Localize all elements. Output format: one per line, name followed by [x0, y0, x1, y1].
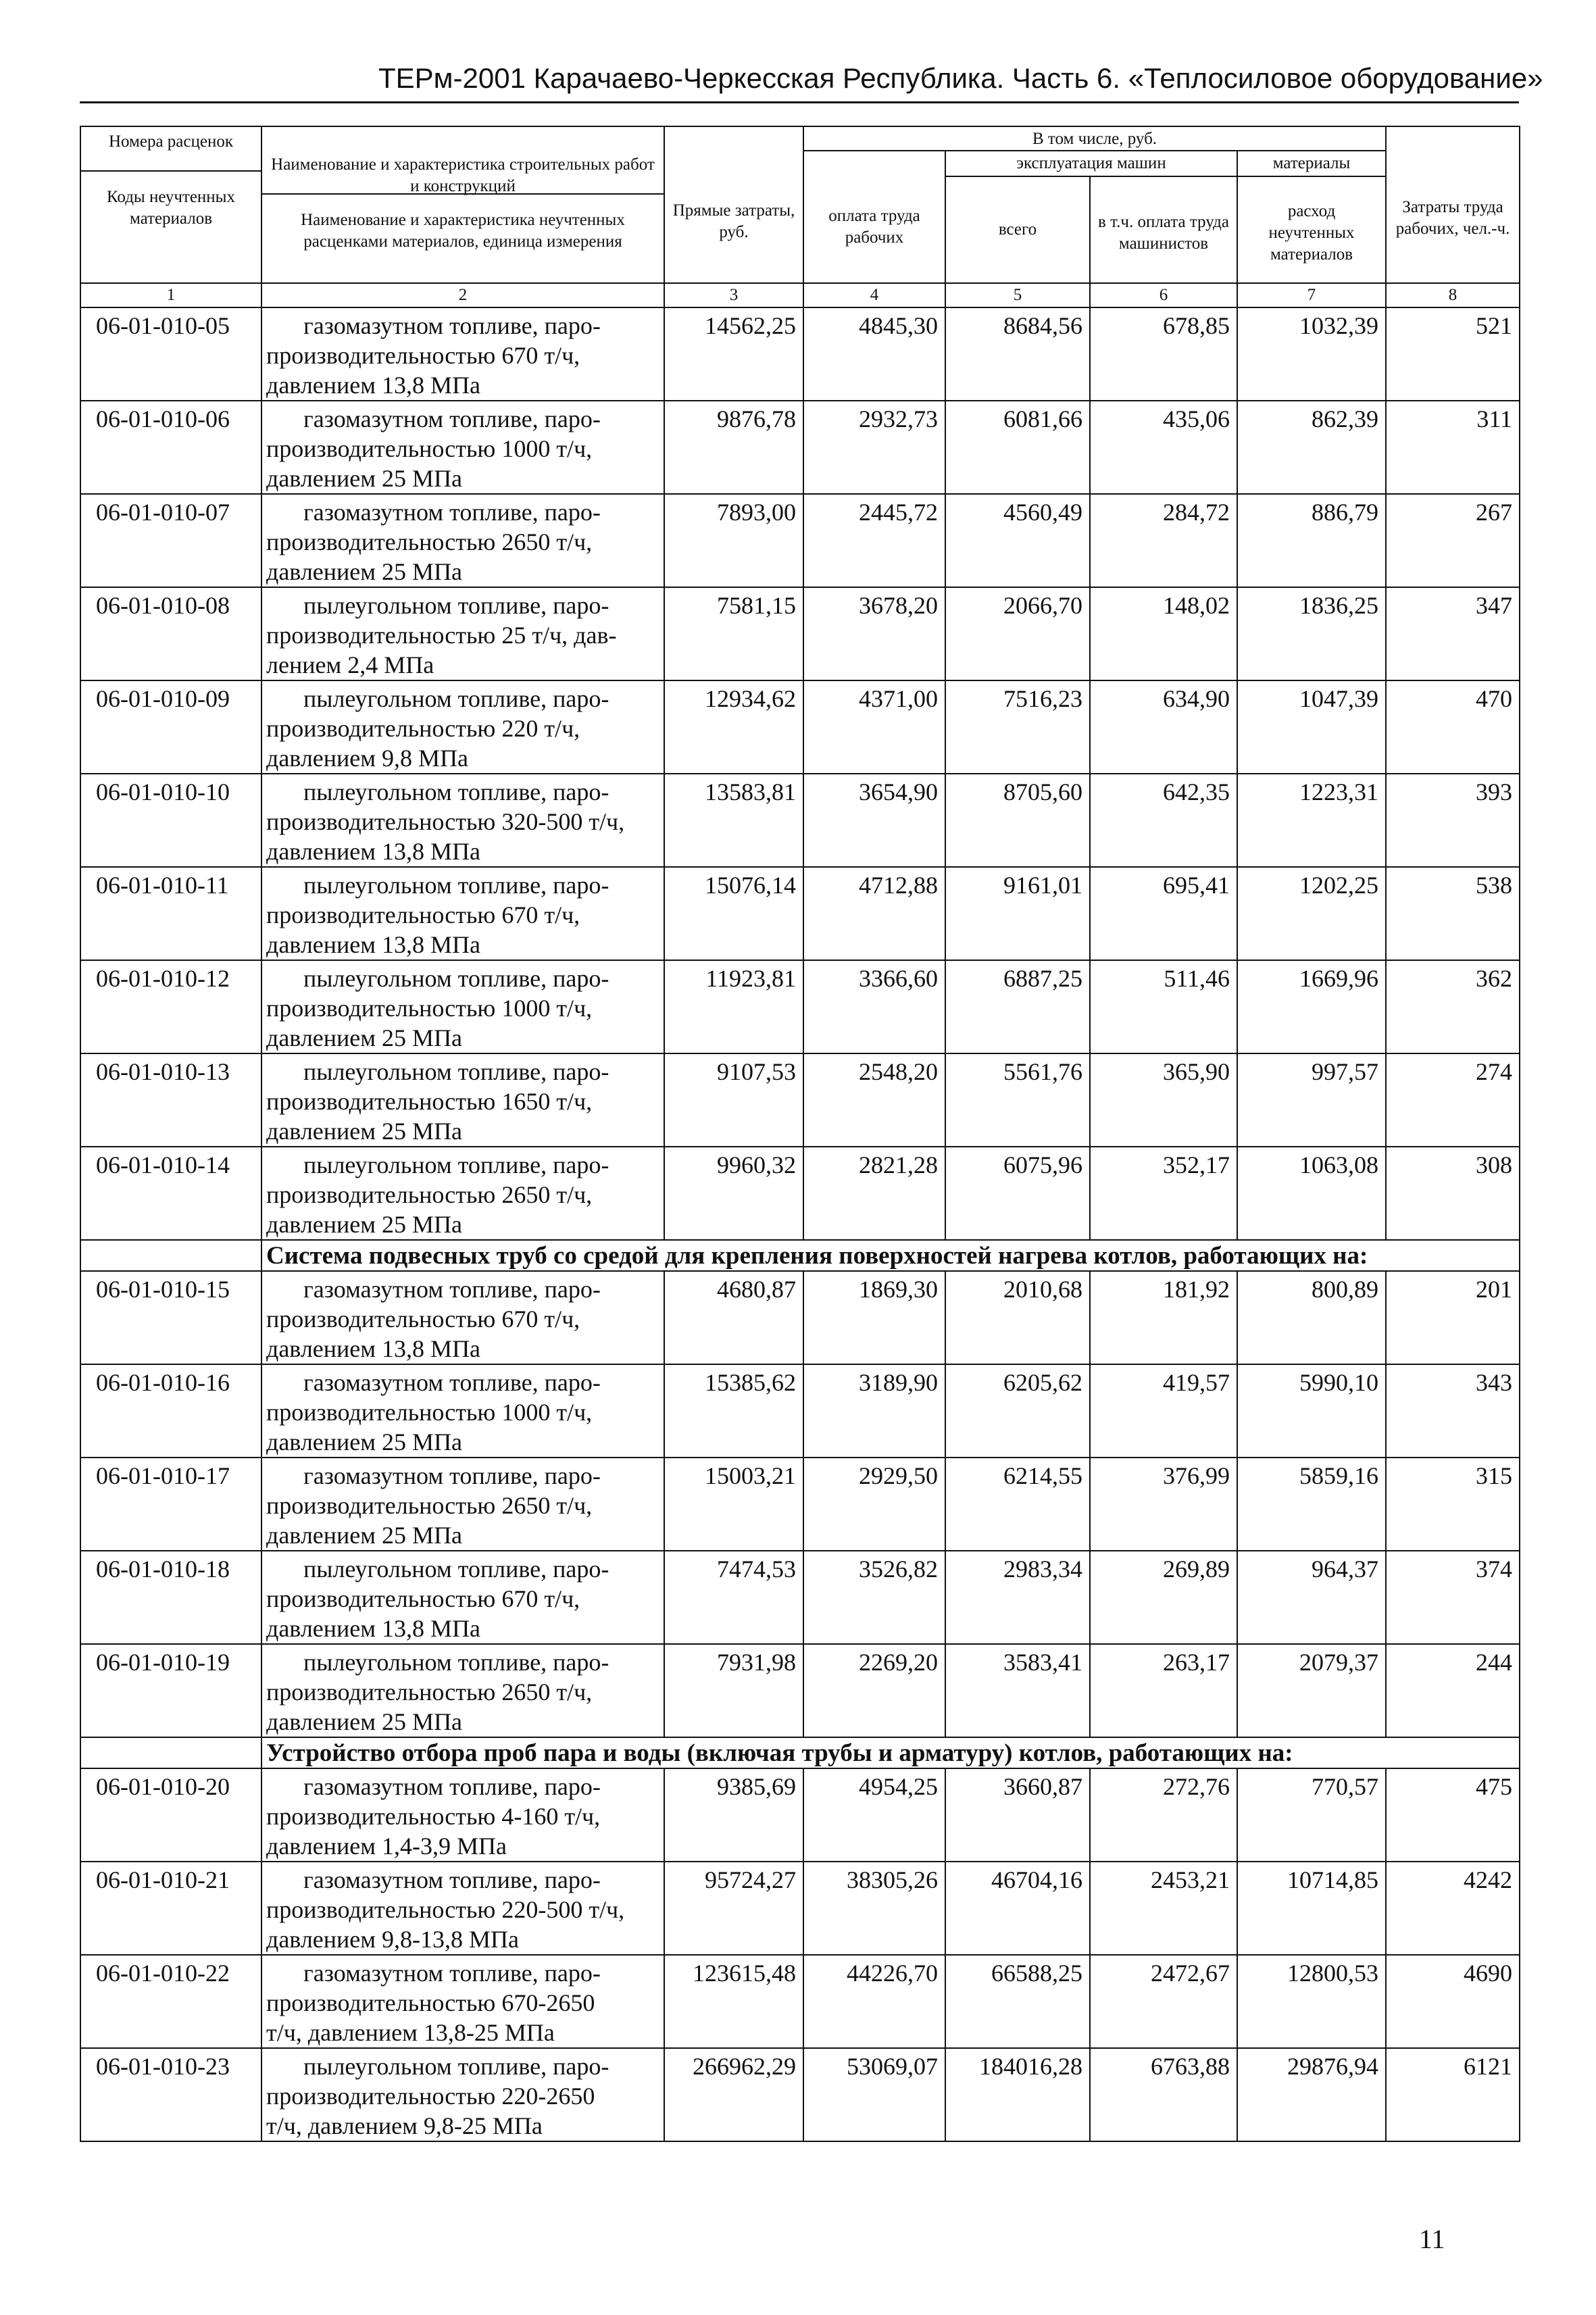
- col-header-codes: [80, 126, 261, 283]
- rate-name-line: производительностью 1650 т/ч,: [266, 1088, 593, 1115]
- direct-costs: 15076,14: [664, 867, 803, 960]
- machinist-pay: 269,89: [1090, 1551, 1237, 1644]
- worker-pay: 3366,60: [803, 960, 945, 1053]
- rate-name-line: давлением 25 МПа: [266, 465, 463, 492]
- rate-name: [261, 867, 664, 960]
- rate-code: 06-01-010-05: [80, 307, 261, 401]
- rate-name: [261, 680, 664, 774]
- labor-hours: 308: [1386, 1147, 1520, 1240]
- labor-hours: 374: [1386, 1551, 1520, 1644]
- rate-name-line: производительностью 670 т/ч,: [266, 901, 580, 928]
- direct-costs: 7581,15: [664, 587, 803, 680]
- table-row: [80, 1364, 1520, 1458]
- machinist-pay: 419,57: [1090, 1364, 1237, 1458]
- column-number: 7: [1237, 283, 1386, 307]
- section-title: Устройство отбора проб пара и воды (включая трубы и арматуру) котлов, работающих на:: [261, 1737, 1520, 1768]
- column-number-row: [80, 283, 1520, 307]
- labor-hours: 538: [1386, 867, 1520, 960]
- rate-name-line: давлением 25 МПа: [266, 1211, 463, 1238]
- labor-hours: 267: [1386, 494, 1520, 587]
- labor-hours: 343: [1386, 1364, 1520, 1458]
- materials-cost: 1063,08: [1237, 1147, 1386, 1240]
- col-header-work-name: Наименование и характеристика строительных работ и конструкций: [262, 150, 664, 195]
- rate-name-line: давлением 13,8 МПа: [266, 372, 481, 399]
- table-row: [80, 1053, 1520, 1147]
- rate-name: [261, 1364, 664, 1458]
- rate-code: 06-01-010-14: [80, 1147, 261, 1240]
- rate-name: [261, 774, 664, 867]
- rate-name-line: давлением 25 МПа: [266, 1428, 463, 1455]
- labor-hours: 315: [1386, 1458, 1520, 1551]
- machines-total: 5561,76: [945, 1053, 1090, 1147]
- rate-name: [261, 2048, 664, 2141]
- materials-cost: 997,57: [1237, 1053, 1386, 1147]
- machinist-pay: 435,06: [1090, 401, 1237, 494]
- machines-total: 2983,34: [945, 1551, 1090, 1644]
- worker-pay: 2548,20: [803, 1053, 945, 1147]
- rate-name-line: газомазутном топливе, паро-: [303, 405, 601, 432]
- rate-name: [261, 1644, 664, 1737]
- rate-name: [261, 401, 664, 494]
- materials-cost: 29876,94: [1237, 2048, 1386, 2141]
- table-row: [80, 1551, 1520, 1644]
- rate-code: 06-01-010-08: [80, 587, 261, 680]
- rate-name-line: пылеугольном топливе, паро-: [303, 2053, 609, 2080]
- table-row: [80, 401, 1520, 494]
- column-number: 2: [261, 283, 664, 307]
- rate-name: [261, 1053, 664, 1147]
- machines-total: 2010,68: [945, 1271, 1090, 1364]
- worker-pay: 4845,30: [803, 307, 945, 401]
- machines-total: 6081,66: [945, 401, 1090, 494]
- rate-code: 06-01-010-09: [80, 680, 261, 774]
- rate-name-line: давлением 25 МПа: [266, 1708, 463, 1735]
- column-number: 1: [80, 283, 261, 307]
- column-number: 4: [803, 283, 945, 307]
- rate-name-line: давлением 9,8-13,8 МПа: [266, 1926, 520, 1953]
- machines-total: 6075,96: [945, 1147, 1090, 1240]
- machines-total: 6887,25: [945, 960, 1090, 1053]
- rate-name-line: пылеугольном топливе, паро-: [303, 778, 609, 805]
- rate-name-line: газомазутном топливе, паро-: [303, 499, 601, 526]
- rate-name-line: давлением 13,8 МПа: [266, 1335, 481, 1362]
- labor-hours: 470: [1386, 680, 1520, 774]
- rate-code: 06-01-010-23: [80, 2048, 261, 2141]
- labor-hours: 362: [1386, 960, 1520, 1053]
- rate-name-line: газомазутном топливе, паро-: [303, 1462, 601, 1489]
- machines-total: 184016,28: [945, 2048, 1090, 2141]
- rate-name-line: производительностью 1000 т/ч,: [266, 1399, 593, 1426]
- col-header-labor-hours: Затраты труда рабочих, чел.-ч.: [1386, 126, 1520, 283]
- rate-name: [261, 587, 664, 680]
- rate-name-line: производительностью 25 т/ч, дав-: [266, 622, 617, 649]
- rate-name-line: газомазутном топливе, паро-: [303, 1773, 601, 1800]
- rate-code: 06-01-010-11: [80, 867, 261, 960]
- worker-pay: 4712,88: [803, 867, 945, 960]
- rate-name-line: газомазутном топливе, паро-: [303, 312, 601, 339]
- machinist-pay: 634,90: [1090, 680, 1237, 774]
- rate-name-line: пылеугольном топливе, паро-: [303, 1151, 609, 1178]
- rate-name-line: производительностью 2650 т/ч,: [266, 528, 593, 555]
- table-row: [80, 867, 1520, 960]
- rate-name-line: газомазутном топливе, паро-: [303, 1276, 601, 1303]
- rate-code: 06-01-010-19: [80, 1644, 261, 1737]
- rate-name: [261, 1147, 664, 1240]
- machinist-pay: 2472,67: [1090, 1955, 1237, 2048]
- rate-name-line: производительностью 670-2650: [266, 1989, 595, 2016]
- col-header-group: В том числе, руб.: [803, 126, 1386, 151]
- materials-cost: 2079,37: [1237, 1644, 1386, 1737]
- rate-name-line: пылеугольном топливе, паро-: [303, 965, 609, 992]
- col-header-rate-numbers: Номера расценок: [81, 127, 261, 172]
- worker-pay: 3189,90: [803, 1364, 945, 1458]
- machinist-pay: 2453,21: [1090, 1862, 1237, 1955]
- labor-hours: 274: [1386, 1053, 1520, 1147]
- rate-name-line: производительностью 220 т/ч,: [266, 715, 580, 742]
- rate-name-line: газомазутном топливе, паро-: [303, 1960, 601, 1987]
- machinist-pay: 284,72: [1090, 494, 1237, 587]
- labor-hours: 4242: [1386, 1862, 1520, 1955]
- column-number: 6: [1090, 283, 1237, 307]
- table-row: [80, 2048, 1520, 2141]
- rate-code: 06-01-010-22: [80, 1955, 261, 2048]
- rate-name-line: т/ч, давлением 9,8-25 МПа: [266, 2112, 543, 2139]
- rate-name: [261, 1458, 664, 1551]
- col-header-materials: материалы: [1237, 151, 1386, 176]
- machines-total: 66588,25: [945, 1955, 1090, 2048]
- machinist-pay: 148,02: [1090, 587, 1237, 680]
- materials-cost: 1047,39: [1237, 680, 1386, 774]
- col-header-machinist-pay: в т.ч. оплата труда машинистов: [1090, 176, 1237, 283]
- direct-costs: 11923,81: [664, 960, 803, 1053]
- direct-costs: 7931,98: [664, 1644, 803, 1737]
- worker-pay: 53069,07: [803, 2048, 945, 2141]
- labor-hours: 4690: [1386, 1955, 1520, 2048]
- worker-pay: 2932,73: [803, 401, 945, 494]
- machinist-pay: 376,99: [1090, 1458, 1237, 1551]
- direct-costs: 15003,21: [664, 1458, 803, 1551]
- worker-pay: 2445,72: [803, 494, 945, 587]
- labor-hours: 521: [1386, 307, 1520, 401]
- rate-name-line: производительностью 220-500 т/ч,: [266, 1896, 625, 1923]
- section-blank-cell: [80, 1737, 261, 1768]
- col-header-unaccounted-materials: расход неучтенных материалов: [1237, 176, 1386, 283]
- column-number: 8: [1386, 283, 1520, 307]
- direct-costs: 7474,53: [664, 1551, 803, 1644]
- labor-hours: 347: [1386, 587, 1520, 680]
- rates-table: [80, 126, 1520, 2142]
- rate-name-line: производительностью 1000 т/ч,: [266, 435, 593, 462]
- table-row: [80, 1147, 1520, 1240]
- col-header-machines: эксплуатация машин: [945, 151, 1237, 176]
- rate-name-line: пылеугольном топливе, паро-: [303, 592, 609, 619]
- section-blank-cell: [80, 1240, 261, 1271]
- table-row: [80, 1644, 1520, 1737]
- worker-pay: 2929,50: [803, 1458, 945, 1551]
- machines-total: 7516,23: [945, 680, 1090, 774]
- worker-pay: 2821,28: [803, 1147, 945, 1240]
- rate-code: 06-01-010-15: [80, 1271, 261, 1364]
- col-header-direct-costs: Прямые затраты, руб.: [664, 126, 803, 283]
- rate-name-line: давлением 13,8 МПа: [266, 838, 481, 865]
- rate-name-line: давлением 1,4-3,9 МПа: [266, 1833, 507, 1860]
- machines-total: 46704,16: [945, 1862, 1090, 1955]
- machinist-pay: 272,76: [1090, 1768, 1237, 1862]
- worker-pay: 38305,26: [803, 1862, 945, 1955]
- rate-code: 06-01-010-18: [80, 1551, 261, 1644]
- worker-pay: 3526,82: [803, 1551, 945, 1644]
- machines-total: 8684,56: [945, 307, 1090, 401]
- rate-name: [261, 307, 664, 401]
- machinist-pay: 181,92: [1090, 1271, 1237, 1364]
- table-row: [80, 680, 1520, 774]
- machinist-pay: 365,90: [1090, 1053, 1237, 1147]
- rate-code: 06-01-010-20: [80, 1768, 261, 1862]
- labor-hours: 6121: [1386, 2048, 1520, 2141]
- rate-code: 06-01-010-17: [80, 1458, 261, 1551]
- direct-costs: 266962,29: [664, 2048, 803, 2141]
- rate-name: [261, 1768, 664, 1862]
- page-number: 11: [1419, 2224, 1445, 2254]
- machinist-pay: 642,35: [1090, 774, 1237, 867]
- machinist-pay: 263,17: [1090, 1644, 1237, 1737]
- machinist-pay: 511,46: [1090, 960, 1237, 1053]
- column-number: 5: [945, 283, 1090, 307]
- machines-total: 9161,01: [945, 867, 1090, 960]
- materials-cost: 964,37: [1237, 1551, 1386, 1644]
- rate-name-line: производительностью 1000 т/ч,: [266, 995, 593, 1022]
- rate-code: 06-01-010-21: [80, 1862, 261, 1955]
- rate-code: 06-01-010-07: [80, 494, 261, 587]
- labor-hours: 311: [1386, 401, 1520, 494]
- materials-cost: 10714,85: [1237, 1862, 1386, 1955]
- machines-total: 8705,60: [945, 774, 1090, 867]
- rate-name: [261, 1551, 664, 1644]
- rate-name-line: производительностью 320-500 т/ч,: [266, 808, 625, 835]
- labor-hours: 244: [1386, 1644, 1520, 1737]
- direct-costs: 12934,62: [664, 680, 803, 774]
- machines-total: 2066,70: [945, 587, 1090, 680]
- worker-pay: 3654,90: [803, 774, 945, 867]
- direct-costs: 9107,53: [664, 1053, 803, 1147]
- rate-name-line: лением 2,4 МПа: [266, 651, 434, 678]
- direct-costs: 13583,81: [664, 774, 803, 867]
- rate-name-line: производительностью 670 т/ч,: [266, 1585, 580, 1612]
- machinist-pay: 6763,88: [1090, 2048, 1237, 2141]
- worker-pay: 1869,30: [803, 1271, 945, 1364]
- materials-cost: 5990,10: [1237, 1364, 1386, 1458]
- col-header-machines-total: всего: [945, 176, 1090, 283]
- rate-name-line: пылеугольном топливе, паро-: [303, 872, 609, 899]
- materials-cost: 1032,39: [1237, 307, 1386, 401]
- rate-name-line: давлением 9,8 МПа: [266, 745, 469, 772]
- rate-name-line: производительностью 670 т/ч,: [266, 1305, 580, 1333]
- rate-name: [261, 1271, 664, 1364]
- worker-pay: 44226,70: [803, 1955, 945, 2048]
- table-row: [80, 1768, 1520, 1862]
- direct-costs: 4680,87: [664, 1271, 803, 1364]
- rate-name: [261, 1955, 664, 2048]
- rate-name-line: давлением 25 МПа: [266, 1024, 463, 1051]
- table-row: [80, 774, 1520, 867]
- col-header-names: [261, 126, 664, 283]
- worker-pay: 2269,20: [803, 1644, 945, 1737]
- materials-cost: 1202,25: [1237, 867, 1386, 960]
- materials-cost: 886,79: [1237, 494, 1386, 587]
- table-row: [80, 1458, 1520, 1551]
- rate-name-line: пылеугольном топливе, паро-: [303, 1649, 609, 1676]
- direct-costs: 9876,78: [664, 401, 803, 494]
- section-row: [80, 1737, 1520, 1768]
- materials-cost: 5859,16: [1237, 1458, 1386, 1551]
- rate-code: 06-01-010-16: [80, 1364, 261, 1458]
- materials-cost: 770,57: [1237, 1768, 1386, 1862]
- col-header-material-name: Наименование и характеристика неучтенных расценками материалов, единица измерения: [301, 211, 625, 251]
- rate-code: 06-01-010-12: [80, 960, 261, 1053]
- table-row: [80, 307, 1520, 401]
- table-row: [80, 960, 1520, 1053]
- worker-pay: 4371,00: [803, 680, 945, 774]
- rate-name-line: производительностью 670 т/ч,: [266, 342, 580, 369]
- rate-name-line: пылеугольном топливе, паро-: [303, 685, 609, 712]
- direct-costs: 123615,48: [664, 1955, 803, 2048]
- section-row: [80, 1240, 1520, 1271]
- materials-cost: 1836,25: [1237, 587, 1386, 680]
- labor-hours: 475: [1386, 1768, 1520, 1862]
- rate-code: 06-01-010-13: [80, 1053, 261, 1147]
- direct-costs: 95724,27: [664, 1862, 803, 1955]
- col-header-worker-pay: оплата труда рабочих: [803, 151, 945, 283]
- rate-name-line: производительностью 220-2650: [266, 2083, 595, 2110]
- labor-hours: 393: [1386, 774, 1520, 867]
- machinist-pay: 678,85: [1090, 307, 1237, 401]
- rate-name-line: давлением 13,8 МПа: [266, 1615, 481, 1642]
- materials-cost: 1669,96: [1237, 960, 1386, 1053]
- rate-name-line: давлением 25 МПа: [266, 1118, 463, 1145]
- rate-code: 06-01-010-10: [80, 774, 261, 867]
- machines-total: 4560,49: [945, 494, 1090, 587]
- worker-pay: 3678,20: [803, 587, 945, 680]
- title-rule: [80, 101, 1519, 103]
- page-title: ТЕРм-2001 Карачаево-Черкесская Республика. Часть 6. «Теплосиловое оборудование»: [378, 62, 1543, 94]
- rate-name-line: производительностью 4-160 т/ч,: [266, 1803, 601, 1830]
- direct-costs: 9385,69: [664, 1768, 803, 1862]
- materials-cost: 800,89: [1237, 1271, 1386, 1364]
- rate-name-line: пылеугольном топливе, паро-: [303, 1555, 609, 1583]
- rate-name: [261, 494, 664, 587]
- rate-name-line: газомазутном топливе, паро-: [303, 1866, 601, 1893]
- machines-total: 3583,41: [945, 1644, 1090, 1737]
- col-header-material-codes: Коды неучтенных материалов: [107, 188, 235, 228]
- labor-hours: 201: [1386, 1271, 1520, 1364]
- direct-costs: 15385,62: [664, 1364, 803, 1458]
- rate-name-line: производительностью 2650 т/ч,: [266, 1492, 593, 1519]
- rate-name-line: производительностью 2650 т/ч,: [266, 1678, 593, 1706]
- direct-costs: 7893,00: [664, 494, 803, 587]
- table-row: [80, 1955, 1520, 2048]
- rate-name-line: давлением 25 МПа: [266, 558, 463, 585]
- section-title: Система подвесных труб со средой для крепления поверхностей нагрева котлов, работающих на:: [261, 1240, 1520, 1271]
- table-row: [80, 1862, 1520, 1955]
- rate-name-line: газомазутном топливе, паро-: [303, 1369, 601, 1396]
- materials-cost: 1223,31: [1237, 774, 1386, 867]
- rate-name: [261, 1862, 664, 1955]
- materials-cost: 862,39: [1237, 401, 1386, 494]
- rate-name-line: давлением 25 МПа: [266, 1522, 463, 1549]
- table-row: [80, 587, 1520, 680]
- machinist-pay: 695,41: [1090, 867, 1237, 960]
- column-number: 3: [664, 283, 803, 307]
- machinist-pay: 352,17: [1090, 1147, 1237, 1240]
- rate-code: 06-01-010-06: [80, 401, 261, 494]
- materials-cost: 12800,53: [1237, 1955, 1386, 2048]
- rate-name-line: производительностью 2650 т/ч,: [266, 1181, 593, 1208]
- direct-costs: 14562,25: [664, 307, 803, 401]
- table-row: [80, 494, 1520, 587]
- rate-name: [261, 960, 664, 1053]
- direct-costs: 9960,32: [664, 1147, 803, 1240]
- machines-total: 3660,87: [945, 1768, 1090, 1862]
- rate-name-line: давлением 13,8 МПа: [266, 931, 481, 958]
- worker-pay: 4954,25: [803, 1768, 945, 1862]
- rate-name-line: пылеугольном топливе, паро-: [303, 1058, 609, 1085]
- rate-name-line: т/ч, давлением 13,8-25 МПа: [266, 2019, 555, 2046]
- machines-total: 6205,62: [945, 1364, 1090, 1458]
- machines-total: 6214,55: [945, 1458, 1090, 1551]
- table-row: [80, 1271, 1520, 1364]
